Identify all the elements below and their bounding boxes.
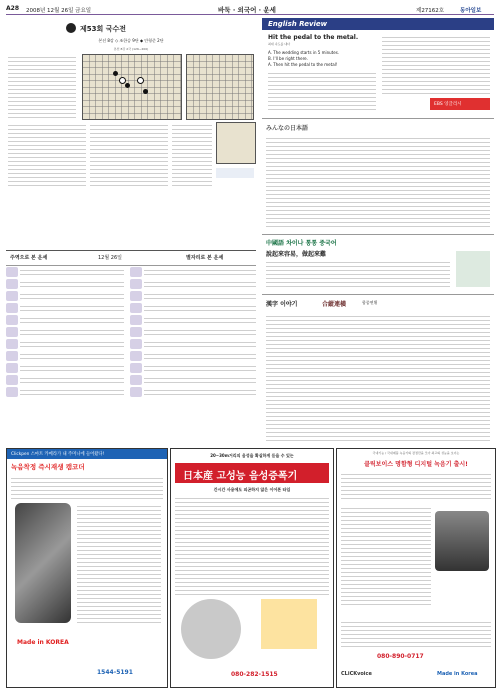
page-header [6,4,494,15]
ad2-text [175,495,329,595]
dog-icon [6,387,18,397]
sign-text [144,303,256,313]
baduk-text-1 [8,54,76,118]
japanese-section [262,118,494,233]
fortune-row [6,290,256,302]
hanja-title: 漢字 이야기 [266,301,298,308]
fortune-list [6,266,256,406]
rabbit-icon [6,303,18,313]
english-section [262,18,494,116]
gemini-icon [130,315,142,325]
ad1-features [77,503,161,623]
issue-number: 제27162호 [416,8,445,14]
english-translation [382,34,490,94]
ox-icon [6,279,18,289]
fortune-row [6,278,256,290]
hanja-reading: 합종연횡 [362,300,378,305]
fortune-text [20,315,124,325]
fortune-text [20,267,124,277]
snake-icon [6,327,18,337]
fortune-row [6,374,256,386]
horse-icon [6,339,18,349]
pisces-icon [130,279,142,289]
black-stone [143,89,148,94]
ad2-badge [261,599,317,649]
hanja-section [262,294,494,445]
go-board-small [216,122,256,164]
rooster-icon [6,375,18,385]
scorpio-icon [130,375,142,385]
baduk-text-2 [8,122,86,188]
ad3-phone[interactable]: 080-890-0717 [377,653,424,660]
black-stone [125,83,130,88]
ad3-main: 클릭보이스 명함형 디지털 녹음기 출시! [364,461,468,468]
chinese-illustration [456,251,490,287]
stone-icon [66,23,76,33]
fortune-date: 12월 26일 [98,255,122,261]
ad-clickpen[interactable] [6,448,168,688]
sign-text [144,327,256,337]
fortune-text [20,327,124,337]
baduk-caption: 본선 8강 2국 (126~200) [113,47,149,51]
paper-name: 동아일보 [460,8,482,14]
monkey-icon [6,363,18,373]
sign-text [144,279,256,289]
fortune-row [6,350,256,362]
english-line-b: B. I'll be right there. [268,56,308,61]
baduk-text-3 [90,122,168,188]
taurus-icon [130,303,142,313]
sign-text [144,339,256,349]
hanja-word: 合縱連橫 [322,301,347,308]
baduk-title: 제53회 국수전 [80,25,126,33]
english-line-a: A. The wedding starts in 5 minutes. [268,50,340,55]
ad3-text [341,471,491,501]
baduk-text-4 [172,122,212,188]
ad2-banner [175,463,329,483]
go-board-diagram [186,54,254,120]
sagittarius-icon [130,387,142,397]
english-text [268,70,376,110]
aries-icon [130,291,142,301]
english-sub: 최대 속도를 내다 [268,42,291,46]
sign-text [144,267,256,277]
sign-text [144,291,256,301]
english-line-a2: A. Then hit the pedal to the metal! [268,62,338,67]
ad1-top: Clickpen 스마트 카메라가 내 주머니에 들어왔다! [11,452,105,457]
chinese-phrase: 說起來容易，做起來難 [266,251,327,258]
sign-text [144,387,256,397]
earphone-image [181,599,241,659]
ad3-made: Made in Korea [437,671,478,677]
english-brand [430,98,490,110]
ad1-made: Made in KOREA [17,639,69,646]
virgo-icon [130,351,142,361]
fortune-row [6,338,256,350]
chinese-text [266,259,450,289]
japanese-title: みんなの日本語 [266,125,309,132]
recorder-image [435,511,489,571]
fortune-row [6,302,256,314]
rat-icon [6,267,18,277]
fortune-text [20,303,124,313]
ad3-top: 국내기능 / 국내제품 녹음기의 장점만을 모아 최고의 성능을 보이는 [372,451,460,455]
ad-clickvoice[interactable] [336,448,496,688]
go-board [82,54,182,120]
ad2-sub: 간시간 사용에도 피곤하지 않은 이어폰 타입 [213,487,291,492]
fortune-header [6,250,256,266]
ad2-top: 20~30m거리의 음성을 확실하게 듣을 수 있는 [210,453,294,458]
fortune-row [6,314,256,326]
english-title: English Review [268,20,328,28]
fortune-text [20,375,124,385]
pen-image [15,503,71,623]
fortune-row [6,362,256,374]
hanja-text [266,313,490,441]
fortune-text [20,291,124,301]
ad1-main: 녹음착정 즉시재생 캠코더 [11,463,85,471]
ad3-brand: CLiCKvoice [341,671,372,677]
fortune-title: 주역으로 본 운세 [10,255,48,261]
english-heading: Hit the pedal to the metal. [268,34,359,41]
sign-text [144,351,256,361]
brand-label: EBS 잉글리시 [434,102,462,107]
baduk-players: 본선 8강 ◇ 조한승 9단 ◆ 안형준 2단 [98,38,164,43]
white-stone [137,77,144,84]
chinese-section [262,234,494,293]
tiger-icon [6,291,18,301]
leo-icon [130,339,142,349]
english-banner [262,18,494,30]
page-number: A28 [6,5,19,12]
baduk-section [6,18,256,250]
board-grid [187,55,253,119]
ad2-main: 日本産 고성능 음성증폭기 [183,471,298,482]
fortune-row [6,326,256,338]
ad1-banner [7,449,167,459]
sign-text [144,363,256,373]
fortune-text [20,351,124,361]
ad-amplifier[interactable] [170,448,334,688]
ad1-phone[interactable]: 1544-5191 [97,669,133,676]
baduk-title-box [66,22,186,34]
japanese-text [266,135,490,229]
cancer-icon [130,327,142,337]
libra-icon [130,363,142,373]
fortune-text [20,279,124,289]
ad2-phone[interactable]: 080-282-1515 [231,671,278,678]
ad3-info [341,619,491,649]
aquarius-icon [130,267,142,277]
sheep-icon [6,351,18,361]
fortune-text [20,387,124,397]
fortune-text [20,363,124,373]
sign-text [144,315,256,325]
fortune-right-title: 별자리로 본 운세 [186,255,224,261]
ad3-features [341,505,431,605]
chinese-title: 中國語 차이나 통통 중국어 [266,240,337,247]
sign-text [144,375,256,385]
fortune-row [6,386,256,398]
page-date: 2008년 12월 26일 금요일 [26,8,92,14]
fortune-row [6,266,256,278]
fortune-text [20,339,124,349]
dragon-icon [6,315,18,325]
black-stone [113,71,118,76]
section-title: 바둑 · 외국어 · 운세 [218,6,276,14]
board-grid [83,55,181,119]
sponsor-logo [216,168,254,178]
ad1-text [11,475,163,499]
